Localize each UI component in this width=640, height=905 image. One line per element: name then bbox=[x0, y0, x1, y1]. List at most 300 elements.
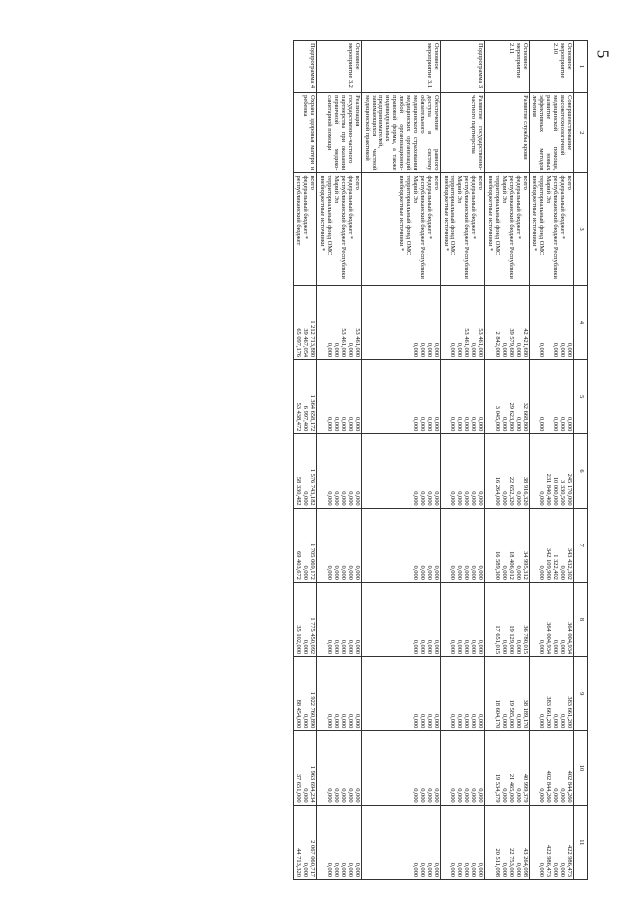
amount-value: 0,000 bbox=[432, 565, 440, 580]
amount-value bbox=[404, 436, 411, 505]
amount-value: 18 604,170 bbox=[493, 699, 501, 729]
rotated-table-container bbox=[108, 40, 588, 880]
amount-value: 0,000 bbox=[411, 713, 419, 729]
funding-source-label: федеральный бюджет * bbox=[559, 175, 567, 240]
column-number: 6 bbox=[574, 434, 588, 508]
amount-value: 0,000 bbox=[514, 342, 522, 358]
amount-value: 17 651,015 bbox=[493, 625, 501, 655]
column-number: 5 bbox=[574, 360, 588, 434]
amount-value: 58 330,482 bbox=[295, 476, 303, 506]
table-row bbox=[293, 41, 317, 880]
column-number: 4 bbox=[574, 285, 588, 359]
amount-value: 0,000 bbox=[456, 416, 464, 432]
amount-value: 0,000 bbox=[470, 491, 478, 506]
year-values-cell bbox=[361, 508, 440, 582]
amount-value: 69 403,672 bbox=[295, 551, 303, 580]
year-values-cell bbox=[440, 582, 484, 656]
year-values-cell bbox=[317, 508, 361, 582]
amount-value: 10 000,000 bbox=[552, 476, 560, 506]
year-values-cell bbox=[317, 731, 361, 805]
year-values-cell bbox=[440, 508, 484, 582]
table-row bbox=[485, 41, 529, 880]
year-values-cell bbox=[485, 360, 529, 434]
year-values-cell bbox=[529, 731, 573, 805]
program-code: Основное мероприятие 2.10 bbox=[529, 41, 573, 93]
amount-value: 0,000 bbox=[463, 862, 471, 877]
amount-value: 1 963 694,234 bbox=[309, 765, 317, 803]
amount-value: 0,000 bbox=[302, 491, 310, 506]
amount-value: 43 264,098 bbox=[521, 848, 529, 877]
amount-value: 0,000 bbox=[456, 639, 464, 655]
amount-value: 0,000 bbox=[456, 342, 464, 358]
program-name: Развитие службы крови bbox=[485, 93, 529, 173]
amount-value: 0,000 bbox=[425, 639, 433, 655]
amount-value bbox=[404, 511, 411, 580]
amount-value: 0,000 bbox=[559, 639, 567, 655]
amount-value: 0,000 bbox=[477, 565, 485, 580]
amount-value: 0,000 bbox=[456, 862, 464, 877]
amount-value: 0,000 bbox=[514, 713, 522, 729]
amount-value: 0,000 bbox=[500, 342, 508, 358]
year-values-cell bbox=[361, 434, 440, 508]
table-row bbox=[361, 41, 440, 880]
funding-source-label: территориальный фонд ОМС bbox=[449, 175, 457, 256]
amount-value: 364 004,934 bbox=[545, 622, 553, 655]
amount-value: 0,000 bbox=[339, 639, 347, 655]
amount-value: 0,000 bbox=[425, 862, 433, 877]
table-row bbox=[529, 41, 573, 880]
amount-value: 0,000 bbox=[326, 713, 334, 729]
amount-value: 0,000 bbox=[411, 862, 419, 877]
amount-value bbox=[404, 659, 411, 728]
amount-value: 0,000 bbox=[339, 713, 347, 729]
amount-value: 29 623,800 bbox=[507, 402, 515, 432]
amount-value: 0,000 bbox=[538, 788, 546, 803]
amount-value: 0,000 bbox=[500, 788, 508, 803]
amount-value: 0,000 bbox=[326, 862, 334, 877]
budget-table bbox=[293, 40, 588, 880]
funding-sources bbox=[485, 173, 529, 285]
amount-value: 0,000 bbox=[302, 639, 310, 655]
amount-value: 0,000 bbox=[346, 788, 354, 803]
amount-value bbox=[544, 362, 551, 431]
amount-value: 231 840,400 bbox=[545, 473, 553, 506]
amount-value: 0,000 bbox=[500, 639, 508, 655]
amount-value: 0,000 bbox=[514, 639, 522, 655]
year-values-cell bbox=[317, 582, 361, 656]
funding-source-label: внебюджетные источники * bbox=[531, 175, 539, 252]
funding-source-label: федеральный бюджет * bbox=[302, 175, 310, 240]
year-values-cell bbox=[440, 434, 484, 508]
column-number: 8 bbox=[574, 582, 588, 656]
amount-value: 0,000 bbox=[538, 713, 546, 729]
amount-value: 53 461,000 bbox=[339, 328, 347, 358]
year-values-cell bbox=[317, 657, 361, 731]
amount-value bbox=[544, 288, 551, 357]
amount-value: 21 465,000 bbox=[507, 773, 515, 803]
amount-value: 0,000 bbox=[470, 342, 478, 358]
year-values-cell bbox=[529, 285, 573, 359]
column-number: 7 bbox=[574, 508, 588, 582]
amount-value: 0,000 bbox=[449, 342, 457, 358]
amount-value: 0,000 bbox=[418, 342, 426, 358]
amount-value: 36 780,015 bbox=[521, 625, 529, 655]
amount-value: 0,000 bbox=[559, 416, 567, 432]
funding-source-label: внебюджетные источники * bbox=[487, 175, 495, 252]
amount-value: 0,000 bbox=[346, 639, 354, 655]
column-number: 2 bbox=[574, 93, 588, 173]
amount-value: 0,000 bbox=[432, 713, 440, 729]
amount-value: 19 129,000 bbox=[507, 625, 515, 655]
year-values-cell bbox=[485, 508, 529, 582]
amount-value: 39 467,054 bbox=[302, 328, 310, 358]
amount-value: 0,000 bbox=[333, 788, 340, 803]
amount-value: 22 652,320 bbox=[507, 476, 515, 506]
amount-value: 0,000 bbox=[449, 491, 457, 506]
amount-value: 0,000 bbox=[353, 491, 361, 506]
amount-value: 0,000 bbox=[339, 416, 347, 432]
funding-source-label: федеральный бюджет * bbox=[514, 175, 522, 240]
amount-value: 0,000 bbox=[425, 342, 433, 358]
program-code: Основное мероприятие 3.1 bbox=[361, 41, 440, 93]
amount-value: 0,000 bbox=[326, 639, 334, 655]
amount-value: 0,000 bbox=[514, 416, 522, 432]
amount-value: 19 534,379 bbox=[493, 773, 501, 803]
amount-value: 53 461,000 bbox=[353, 328, 361, 358]
amount-value: 0,000 bbox=[411, 416, 419, 432]
amount-value: 0,000 bbox=[418, 713, 426, 729]
funding-source-label: федеральный бюджет * bbox=[346, 175, 354, 240]
amount-value: 0,000 bbox=[463, 416, 471, 432]
year-values-cell bbox=[440, 360, 484, 434]
funding-source-label: республиканский бюджет Республики Марий Эл bbox=[333, 175, 347, 279]
amount-value: 0,000 bbox=[411, 342, 419, 358]
funding-source-label: республиканский бюджет Республики Марий Эл bbox=[500, 175, 515, 279]
amount-value: 0,000 bbox=[353, 788, 361, 803]
amount-value: 0,000 bbox=[500, 862, 508, 877]
funding-source-label: внебюджетные источники * bbox=[398, 175, 406, 252]
amount-value: 422 986,473 bbox=[545, 845, 553, 877]
amount-value: 0,000 bbox=[463, 491, 471, 506]
amount-value: 0,000 bbox=[514, 491, 522, 506]
year-values-cell bbox=[529, 434, 573, 508]
funding-sources bbox=[361, 173, 440, 285]
amount-value: 0,000 bbox=[333, 491, 340, 506]
year-values-cell bbox=[293, 434, 317, 508]
amount-value: 0,000 bbox=[326, 788, 334, 803]
amount-value: 0,000 bbox=[559, 342, 567, 358]
amount-value: 0,000 bbox=[432, 491, 440, 506]
amount-value: 0,000 bbox=[432, 342, 440, 358]
year-values-cell bbox=[440, 285, 484, 359]
amount-value: 0,000 bbox=[463, 788, 471, 803]
amount-value: 0,000 bbox=[449, 639, 457, 655]
amount-value bbox=[404, 733, 411, 802]
amount-value: 0,000 bbox=[552, 788, 560, 803]
amount-value: 0,000 bbox=[411, 639, 419, 655]
amount-value: 6 997,400 bbox=[302, 405, 310, 432]
funding-sources bbox=[529, 173, 573, 285]
amount-value: 1 576 743,182 bbox=[309, 468, 317, 506]
amount-value: 2 842,000 bbox=[493, 331, 501, 358]
amount-value: 0,000 bbox=[425, 788, 433, 803]
year-values-cell bbox=[293, 805, 317, 879]
amount-value: 53 438,472 bbox=[295, 402, 303, 432]
amount-value: 0,000 bbox=[326, 416, 334, 432]
column-number: 10 bbox=[574, 731, 588, 805]
amount-value: 0,000 bbox=[463, 639, 471, 655]
amount-value: 245 170,000 bbox=[566, 473, 573, 506]
amount-value: 0,000 bbox=[470, 639, 478, 655]
year-values-cell bbox=[440, 657, 484, 731]
amount-value: 0,000 bbox=[333, 639, 340, 655]
amount-value: 2 067 060,717 bbox=[309, 840, 317, 877]
amount-value: 0,000 bbox=[538, 565, 546, 580]
amount-value: 0,000 bbox=[302, 565, 310, 580]
year-values-cell bbox=[529, 805, 573, 879]
amount-value: 1 212 713,880 bbox=[309, 320, 317, 358]
amount-value: 38 189,170 bbox=[521, 699, 529, 729]
amount-value: 0,000 bbox=[432, 416, 440, 432]
page-number: 5 bbox=[593, 49, 613, 59]
amount-value: 0,000 bbox=[449, 788, 457, 803]
year-values-cell bbox=[293, 731, 317, 805]
column-number: 3 bbox=[574, 173, 588, 285]
amount-value bbox=[404, 288, 411, 357]
program-code: Основное мероприятие 2.11 bbox=[485, 41, 529, 93]
amount-value: 18 406,012 bbox=[507, 551, 515, 580]
amount-value: 0,000 bbox=[559, 565, 567, 580]
funding-sources bbox=[317, 173, 361, 285]
year-values-cell bbox=[361, 285, 440, 359]
amount-value: 364 004,934 bbox=[566, 622, 573, 655]
year-values-cell bbox=[361, 360, 440, 434]
amount-value: 0,000 bbox=[333, 565, 340, 580]
amount-value: 0,000 bbox=[449, 713, 457, 729]
amount-value: 0,000 bbox=[566, 416, 573, 432]
amount-value: 35 102,000 bbox=[295, 625, 303, 655]
amount-value: 0,000 bbox=[559, 862, 567, 877]
funding-source-label: территориальный фонд ОМС bbox=[326, 175, 334, 256]
amount-value: 0,000 bbox=[346, 416, 354, 432]
amount-value: 0,000 bbox=[302, 862, 310, 877]
program-code: Основное мероприятие 3.2 bbox=[317, 41, 361, 93]
table-row bbox=[440, 41, 484, 880]
amount-value: 0,000 bbox=[477, 416, 485, 432]
amount-value: 1 322,402 bbox=[552, 554, 560, 580]
amount-value: 53 461,000 bbox=[477, 328, 485, 358]
funding-source-label: всего bbox=[432, 175, 440, 190]
amount-value: 1 364 658,172 bbox=[309, 394, 317, 432]
funding-source-label: всего bbox=[353, 175, 361, 190]
funding-sources bbox=[440, 173, 484, 285]
year-values-cell bbox=[293, 657, 317, 731]
amount-value: 383 661,200 bbox=[545, 696, 553, 729]
amount-value: 1 705 069,172 bbox=[309, 543, 317, 580]
amount-value: 0,000 bbox=[456, 565, 464, 580]
program-name: Охрана здоровья матери и ребенка bbox=[293, 93, 317, 173]
year-values-cell bbox=[485, 731, 529, 805]
year-values-cell bbox=[317, 805, 361, 879]
amount-value: 40 999,379 bbox=[521, 773, 529, 803]
amount-value: 0,000 bbox=[418, 491, 426, 506]
amount-value: 65 097,176 bbox=[295, 328, 303, 358]
amount-value: 0,000 bbox=[500, 491, 508, 506]
column-number: 9 bbox=[574, 657, 588, 731]
amount-value: 0,000 bbox=[449, 565, 457, 580]
amount-value: 0,000 bbox=[566, 342, 573, 358]
amount-value: 0,000 bbox=[425, 565, 433, 580]
amount-value: 0,000 bbox=[418, 862, 426, 877]
amount-value: 0,000 bbox=[514, 788, 522, 803]
year-values-cell bbox=[293, 582, 317, 656]
amount-value: 0,000 bbox=[425, 416, 433, 432]
amount-value: 38 916,320 bbox=[521, 476, 529, 506]
amount-value: 0,000 bbox=[353, 416, 361, 432]
year-values-cell bbox=[529, 508, 573, 582]
year-values-cell bbox=[440, 731, 484, 805]
amount-value: 0,000 bbox=[552, 639, 560, 655]
year-values-cell bbox=[293, 360, 317, 434]
amount-value: 342 109,900 bbox=[545, 547, 553, 580]
year-values-cell bbox=[485, 285, 529, 359]
funding-source-label: федеральный бюджет * bbox=[470, 175, 478, 240]
amount-value: 0,000 bbox=[425, 491, 433, 506]
amount-value: 0,000 bbox=[463, 565, 471, 580]
amount-value: 0,000 bbox=[418, 416, 426, 432]
amount-value: 0,000 bbox=[339, 491, 347, 506]
amount-value: 0,000 bbox=[353, 862, 361, 877]
amount-value: 0,000 bbox=[514, 862, 522, 877]
amount-value: 0,000 bbox=[470, 565, 478, 580]
amount-value: 0,000 bbox=[339, 862, 347, 877]
amount-value: 0,000 bbox=[559, 788, 567, 803]
amount-value: 0,000 bbox=[302, 788, 310, 803]
amount-value: 0,000 bbox=[346, 713, 354, 729]
program-name: Совершенствование высокотехнологичной медицинской помощи, развитие новых эффективных методов лечения bbox=[529, 93, 573, 173]
amount-value: 0,000 bbox=[333, 416, 340, 432]
amount-value: 44 713,320 bbox=[295, 848, 303, 877]
year-values-cell bbox=[485, 657, 529, 731]
amount-value: 42 421,680 bbox=[521, 328, 529, 358]
amount-value: 88 454,000 bbox=[295, 699, 303, 729]
amount-value: 0,000 bbox=[346, 565, 354, 580]
amount-value: 0,000 bbox=[353, 565, 361, 580]
amount-value: 343 432,302 bbox=[566, 547, 573, 580]
amount-value: 53 461,000 bbox=[463, 328, 471, 358]
year-values-cell bbox=[361, 731, 440, 805]
year-values-cell bbox=[293, 508, 317, 582]
amount-value: 422 986,473 bbox=[566, 845, 573, 877]
amount-value: 0,000 bbox=[353, 713, 361, 729]
year-values-cell bbox=[485, 805, 529, 879]
amount-value: 0,000 bbox=[552, 416, 560, 432]
year-values-cell bbox=[361, 657, 440, 731]
amount-value: 0,000 bbox=[339, 788, 347, 803]
amount-value: 0,000 bbox=[500, 565, 508, 580]
program-name: Реализация государственно-частного партнерства при оказании первичной медико-санитарной помощи bbox=[317, 93, 361, 173]
amount-value: 22 753,000 bbox=[507, 848, 515, 877]
year-values-cell bbox=[361, 582, 440, 656]
amount-value: 0,000 bbox=[500, 416, 508, 432]
amount-value: 0,000 bbox=[418, 788, 426, 803]
amount-value: 0,000 bbox=[456, 713, 464, 729]
year-values-cell bbox=[485, 582, 529, 656]
amount-value: 0,000 bbox=[326, 491, 334, 506]
amount-value: 0,000 bbox=[552, 713, 560, 729]
column-number: 1 bbox=[574, 41, 588, 93]
amount-value: 0,000 bbox=[538, 491, 546, 506]
amount-value: 0,000 bbox=[346, 862, 354, 877]
year-values-cell bbox=[317, 285, 361, 359]
amount-value bbox=[404, 362, 411, 431]
amount-value: 0,000 bbox=[339, 565, 347, 580]
amount-value: 0,000 bbox=[418, 565, 426, 580]
year-values-cell bbox=[529, 582, 573, 656]
amount-value: 0,000 bbox=[559, 713, 567, 729]
funding-source-label: территориальный фонд ОМС bbox=[493, 175, 501, 256]
amount-value: 0,000 bbox=[477, 788, 485, 803]
amount-value: 0,000 bbox=[477, 862, 485, 877]
amount-value: 0,000 bbox=[411, 788, 419, 803]
funding-source-label: республиканский бюджет Республики Марий Эл bbox=[545, 175, 560, 279]
amount-value: 0,000 bbox=[470, 788, 478, 803]
amount-value: 0,000 bbox=[538, 416, 546, 432]
funding-source-label: всего bbox=[309, 175, 317, 190]
funding-source-label: внебюджетные источники * bbox=[319, 175, 327, 252]
amount-value: 0,000 bbox=[552, 342, 560, 358]
amount-value: 0,000 bbox=[333, 862, 340, 877]
amount-value: 402 844,260 bbox=[545, 770, 553, 803]
amount-value: 32 668,800 bbox=[521, 402, 529, 432]
amount-value bbox=[404, 585, 411, 654]
amount-value: 0,000 bbox=[500, 713, 508, 729]
year-values-cell bbox=[317, 360, 361, 434]
amount-value: 0,000 bbox=[538, 862, 546, 877]
amount-value: 20 511,098 bbox=[493, 848, 501, 877]
funding-source-label: республиканский бюджет bbox=[295, 175, 303, 246]
amount-value: 0,000 bbox=[449, 416, 457, 432]
amount-value: 0,000 bbox=[514, 565, 522, 580]
amount-value: 16 264,000 bbox=[493, 476, 501, 506]
amount-value: 0,000 bbox=[463, 713, 471, 729]
amount-value: 0,000 bbox=[432, 788, 440, 803]
program-name: Обеспечение равного доступа в систему обязательного медицинского страхования медицинских организаций любой организационно-правовой формы, а также индивидуальных предпринимателей, занимающихся частной медицинской практикой bbox=[361, 93, 440, 173]
program-name: Развитие государственно-частного партнерства bbox=[440, 93, 484, 173]
amount-value: 0,000 bbox=[477, 491, 485, 506]
year-values-cell bbox=[529, 657, 573, 731]
amount-value bbox=[404, 808, 411, 877]
column-number-row bbox=[574, 41, 588, 880]
funding-source-label: территориальный фонд ОМС bbox=[538, 175, 546, 256]
year-values-cell bbox=[440, 805, 484, 879]
year-values-cell bbox=[361, 805, 440, 879]
funding-source-label: территориальный фонд ОМС bbox=[405, 175, 413, 256]
amount-value: 0,000 bbox=[432, 639, 440, 655]
amount-value: 19 585,000 bbox=[507, 699, 515, 729]
amount-value: 0,000 bbox=[477, 713, 485, 729]
column-number: 11 bbox=[574, 805, 588, 879]
amount-value: 0,000 bbox=[353, 639, 361, 655]
funding-source-label: всего bbox=[477, 175, 485, 190]
amount-value: 0,000 bbox=[477, 639, 485, 655]
amount-value: 0,000 bbox=[346, 491, 354, 506]
amount-value: 0,000 bbox=[456, 491, 464, 506]
amount-value: 0,000 bbox=[411, 491, 419, 506]
amount-value: 0,000 bbox=[456, 788, 464, 803]
amount-value: 0,000 bbox=[333, 342, 340, 358]
program-code: Подпрограмма 4 bbox=[293, 41, 317, 93]
